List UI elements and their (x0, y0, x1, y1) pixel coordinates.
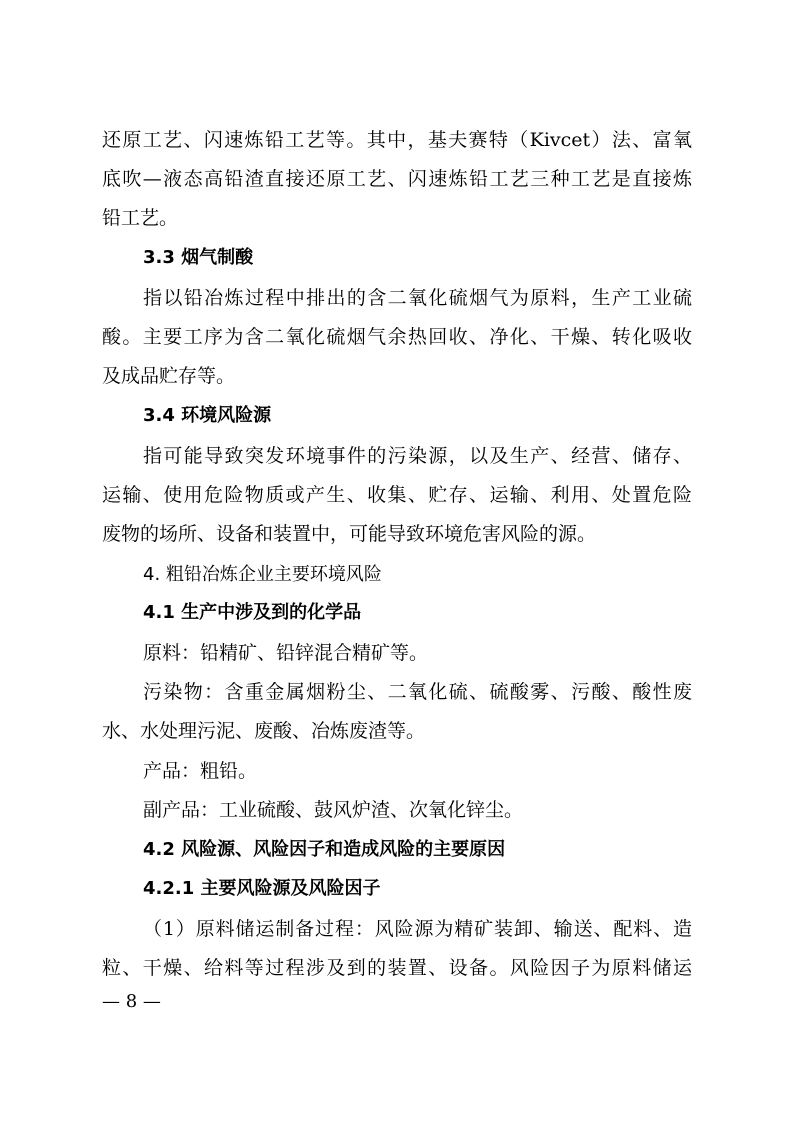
paragraph-line: 副产品：工业硫酸、鼓风炉渣、次氧化锌尘。 (143, 799, 524, 821)
section-heading-4-2: 4.2 风险源、风险因子和造成风险的主要原因 (143, 839, 506, 860)
paragraph-line: 底吹—液态高铅渣直接还原工艺、闪速炼铅工艺三种工艺是直接炼 (102, 168, 692, 190)
paragraph-line: 铅工艺。 (102, 207, 179, 229)
paragraph-line: 原料：铅精矿、铅锌混合精矿等。 (143, 642, 429, 664)
paragraph-line: 运输、使用危险物质或产生、收集、贮存、运输、利用、处置危险 (102, 484, 692, 506)
paragraph-line: 产品：粗铅。 (143, 760, 258, 782)
section-heading-3-4: 3.4 环境风险源 (143, 405, 272, 426)
section-heading-4: 4. 粗铅冶炼企业主要环境风险 (143, 564, 382, 585)
paragraph-line: 及成品贮存等。 (102, 365, 236, 387)
section-heading-3-3: 3.3 烟气制酸 (143, 247, 254, 268)
paragraph-line: 粒、干燥、给料等过程涉及到的装置、设备。风险因子为原料储运 (102, 957, 692, 979)
paragraph-line: 指可能导致突发环境事件的污染源，以及生产、经营、储存、 (143, 445, 692, 467)
paragraph-line: 水、水处理污泥、废酸、冶炼废渣等。 (102, 720, 426, 742)
section-heading-4-2-1: 4.2.1 主要风险源及风险因子 (143, 878, 381, 899)
paragraph-line: 还原工艺、闪速炼铅工艺等。其中，基夫赛特（Kivcet）法、富氧 (102, 129, 692, 151)
paragraph-line: 酸。主要工序为含二氧化硫烟气余热回收、净化、干燥、转化吸收 (102, 326, 692, 348)
paragraph-line: 污染物：含重金属烟粉尘、二氧化硫、硫酸雾、污酸、酸性废 (143, 681, 692, 703)
paragraph-line: （1）原料储运制备过程：风险源为精矿装卸、输送、配料、造 (143, 918, 692, 940)
section-heading-4-1: 4.1 生产中涉及到的化学品 (143, 602, 362, 623)
paragraph-line: 指以铅冶炼过程中排出的含二氧化硫烟气为原料，生产工业硫 (143, 287, 692, 309)
page-number: — 8 — (102, 991, 161, 1012)
paragraph-line: 废物的场所、设备和装置中，可能导致环境危害风险的源。 (102, 523, 597, 545)
